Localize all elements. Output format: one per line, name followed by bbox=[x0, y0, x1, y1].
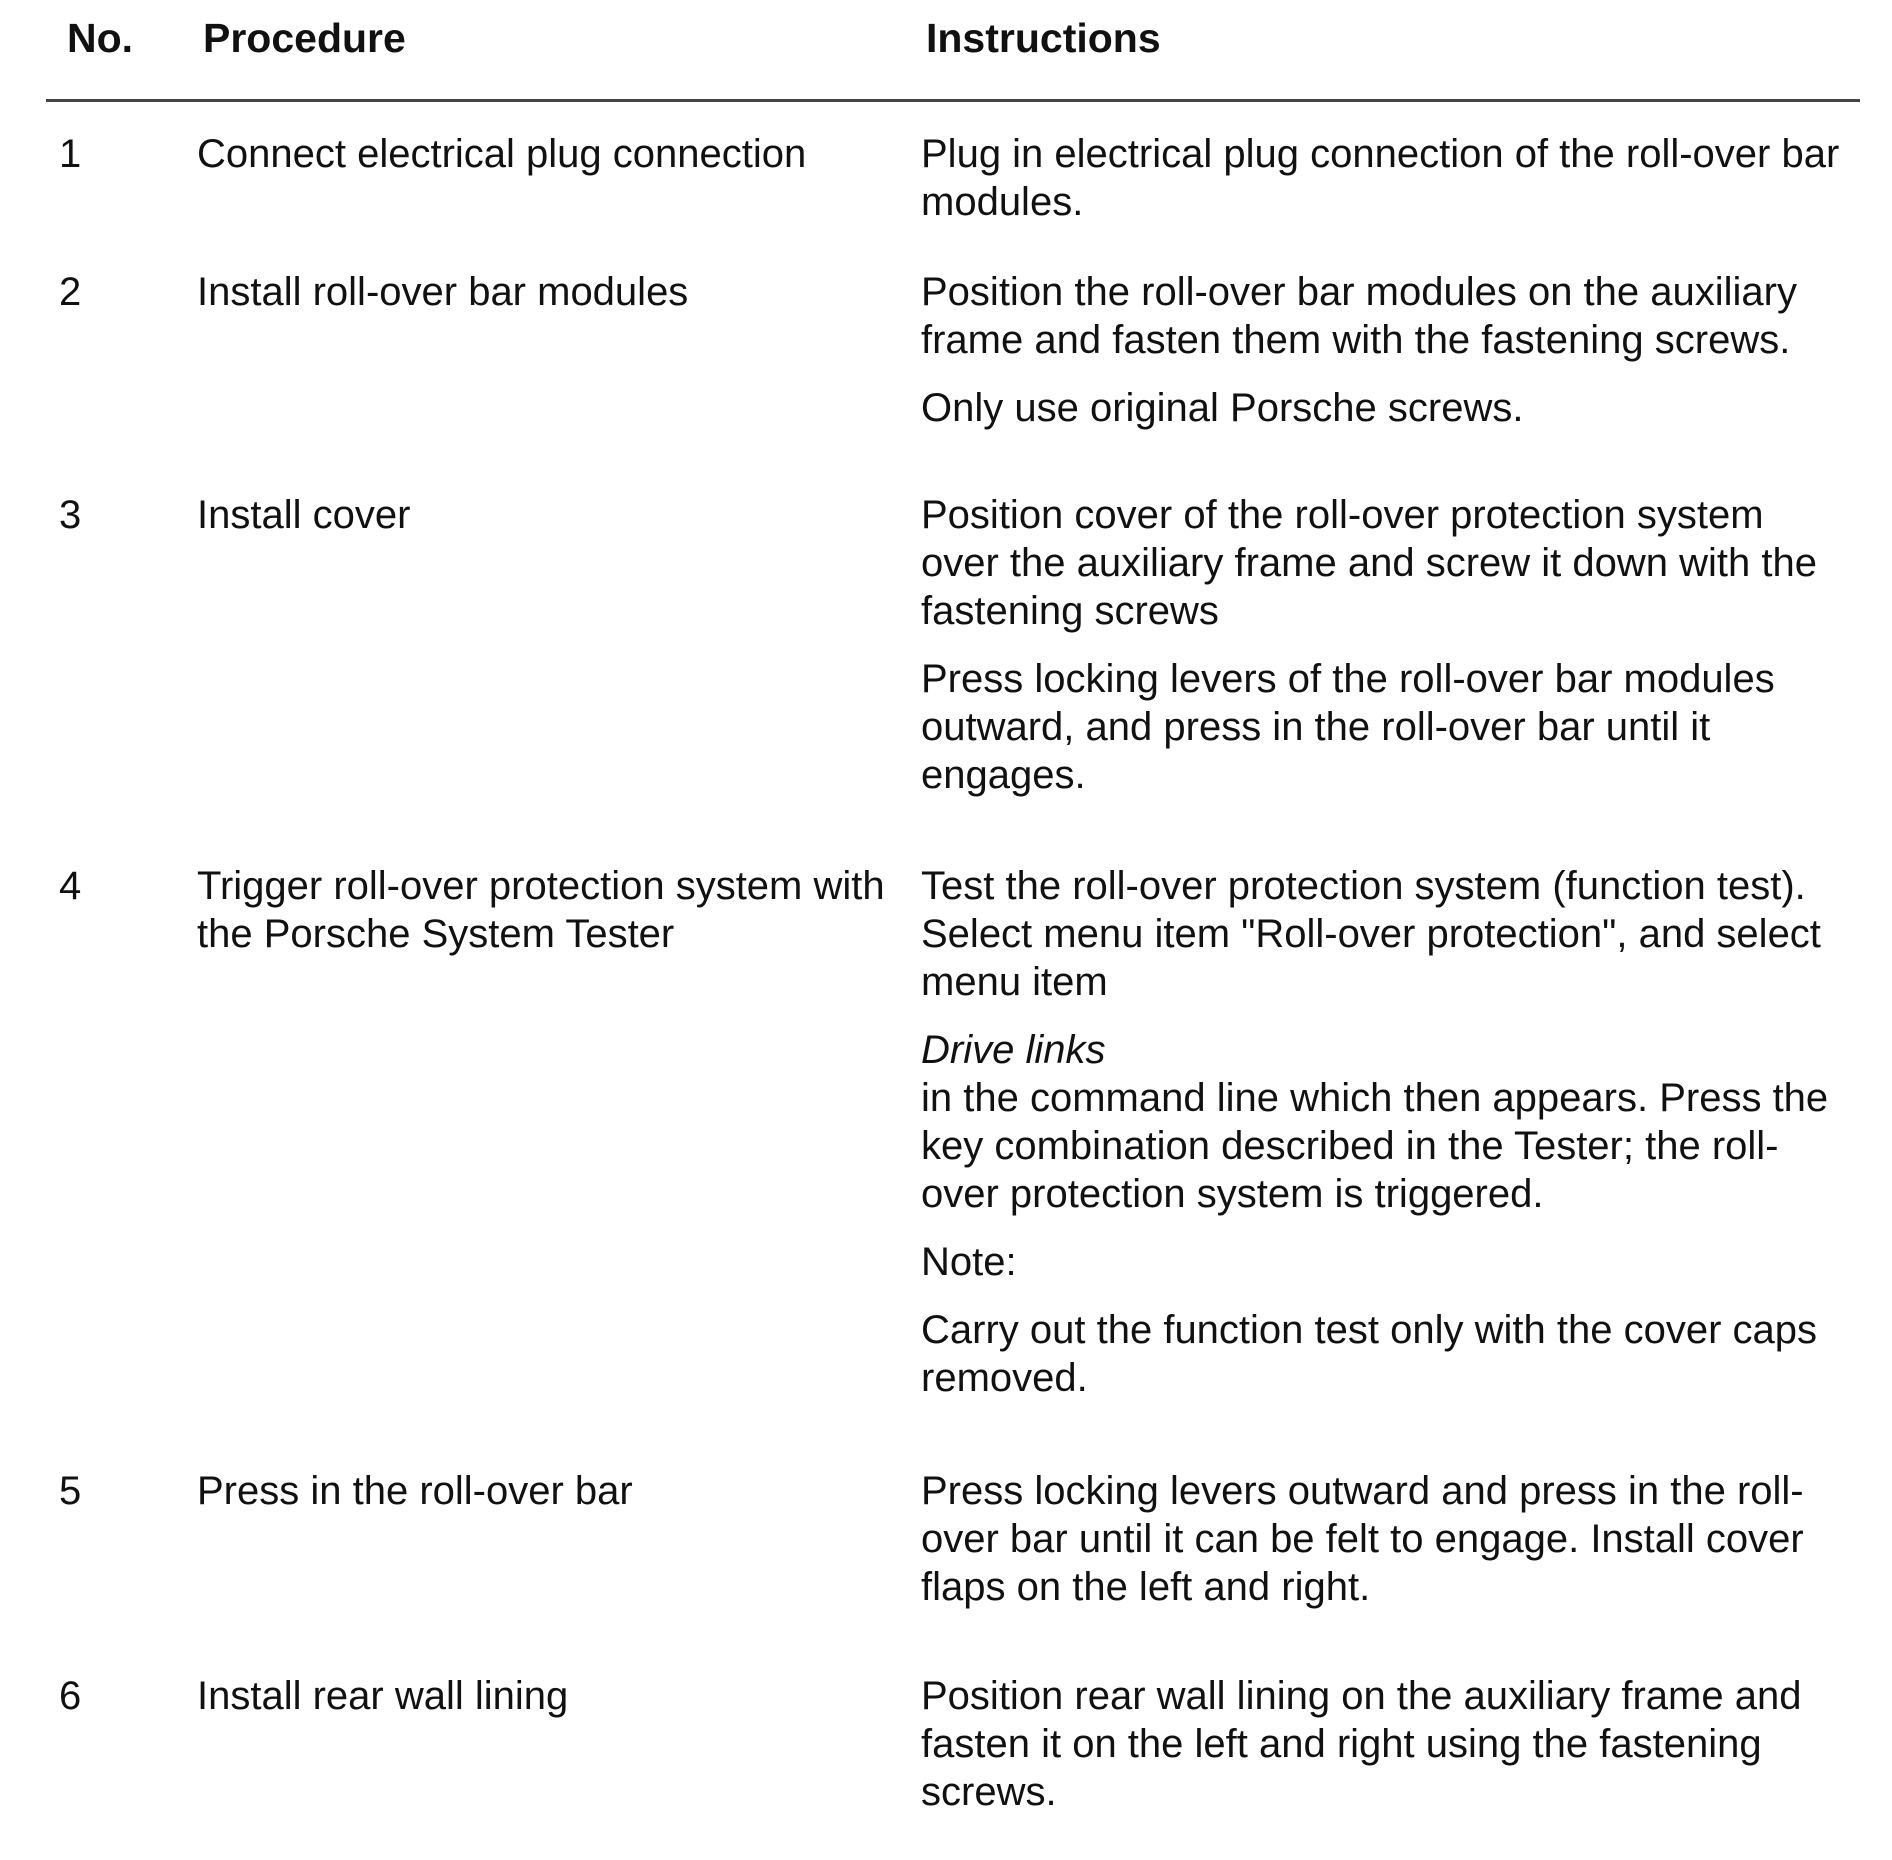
instruction-text: in the command line which then appears. Press the key combination described in the Tester; the roll-over protection system is triggered. bbox=[921, 1076, 1829, 1216]
row-number: 6 bbox=[59, 1674, 82, 1718]
row-number: 2 bbox=[59, 270, 82, 314]
header-no: No. bbox=[67, 15, 134, 61]
row-number: 3 bbox=[59, 493, 82, 537]
row-instructions bbox=[921, 862, 1841, 1402]
instruction-paragraph: Carry out the function test only with the cover caps removed. bbox=[921, 1308, 1817, 1400]
row-number: 1 bbox=[59, 132, 82, 176]
row-instructions bbox=[921, 268, 1841, 432]
row-procedure: Trigger roll-over protection system with the Porsche System Tester bbox=[197, 864, 885, 956]
instruction-paragraph: Press locking levers of the roll-over bar modules outward, and press in the roll-over bar until it engages. bbox=[921, 657, 1775, 797]
instruction-paragraph: Position the roll-over bar modules on the auxiliary frame and fasten them with the fastening screws. bbox=[921, 270, 1797, 362]
instruction-paragraph: Test the roll-over protection system (function test). Select menu item "Roll-over protection", and select menu item bbox=[921, 864, 1821, 1004]
row-procedure: Press in the roll-over bar bbox=[197, 1469, 633, 1513]
row-number: 5 bbox=[59, 1469, 82, 1513]
table-header bbox=[0, 0, 1892, 102]
row-number: 4 bbox=[59, 864, 82, 908]
header-procedure: Procedure bbox=[203, 15, 406, 61]
header-divider bbox=[46, 99, 1860, 102]
row-procedure: Install cover bbox=[197, 493, 411, 537]
emphasis-text: Drive links bbox=[921, 1028, 1106, 1072]
note-label: Note: bbox=[921, 1240, 1017, 1284]
instruction-paragraph: Press locking levers outward and press in the roll-over bar until it can be felt to engage. Install cover flaps on the left and right. bbox=[921, 1469, 1804, 1609]
row-procedure: Install roll-over bar modules bbox=[197, 270, 689, 314]
row-instructions bbox=[921, 491, 1841, 799]
instruction-paragraph-emphasis bbox=[921, 1026, 1841, 1218]
header-instructions: Instructions bbox=[926, 15, 1161, 61]
instruction-paragraph: Plug in electrical plug connection of the roll-over bar modules. bbox=[921, 132, 1840, 224]
row-procedure: Connect electrical plug connection bbox=[197, 132, 807, 176]
row-instructions bbox=[921, 130, 1841, 226]
row-instructions bbox=[921, 1467, 1841, 1611]
row-procedure: Install rear wall lining bbox=[197, 1674, 569, 1718]
instruction-paragraph: Position rear wall lining on the auxiliary frame and fasten it on the left and right using the fastening screws. bbox=[921, 1674, 1802, 1814]
instruction-paragraph: Only use original Porsche screws. bbox=[921, 386, 1524, 430]
instruction-paragraph: Position cover of the roll-over protection system over the auxiliary frame and screw it down with the fastening screws bbox=[921, 493, 1817, 633]
row-instructions bbox=[921, 1672, 1841, 1816]
